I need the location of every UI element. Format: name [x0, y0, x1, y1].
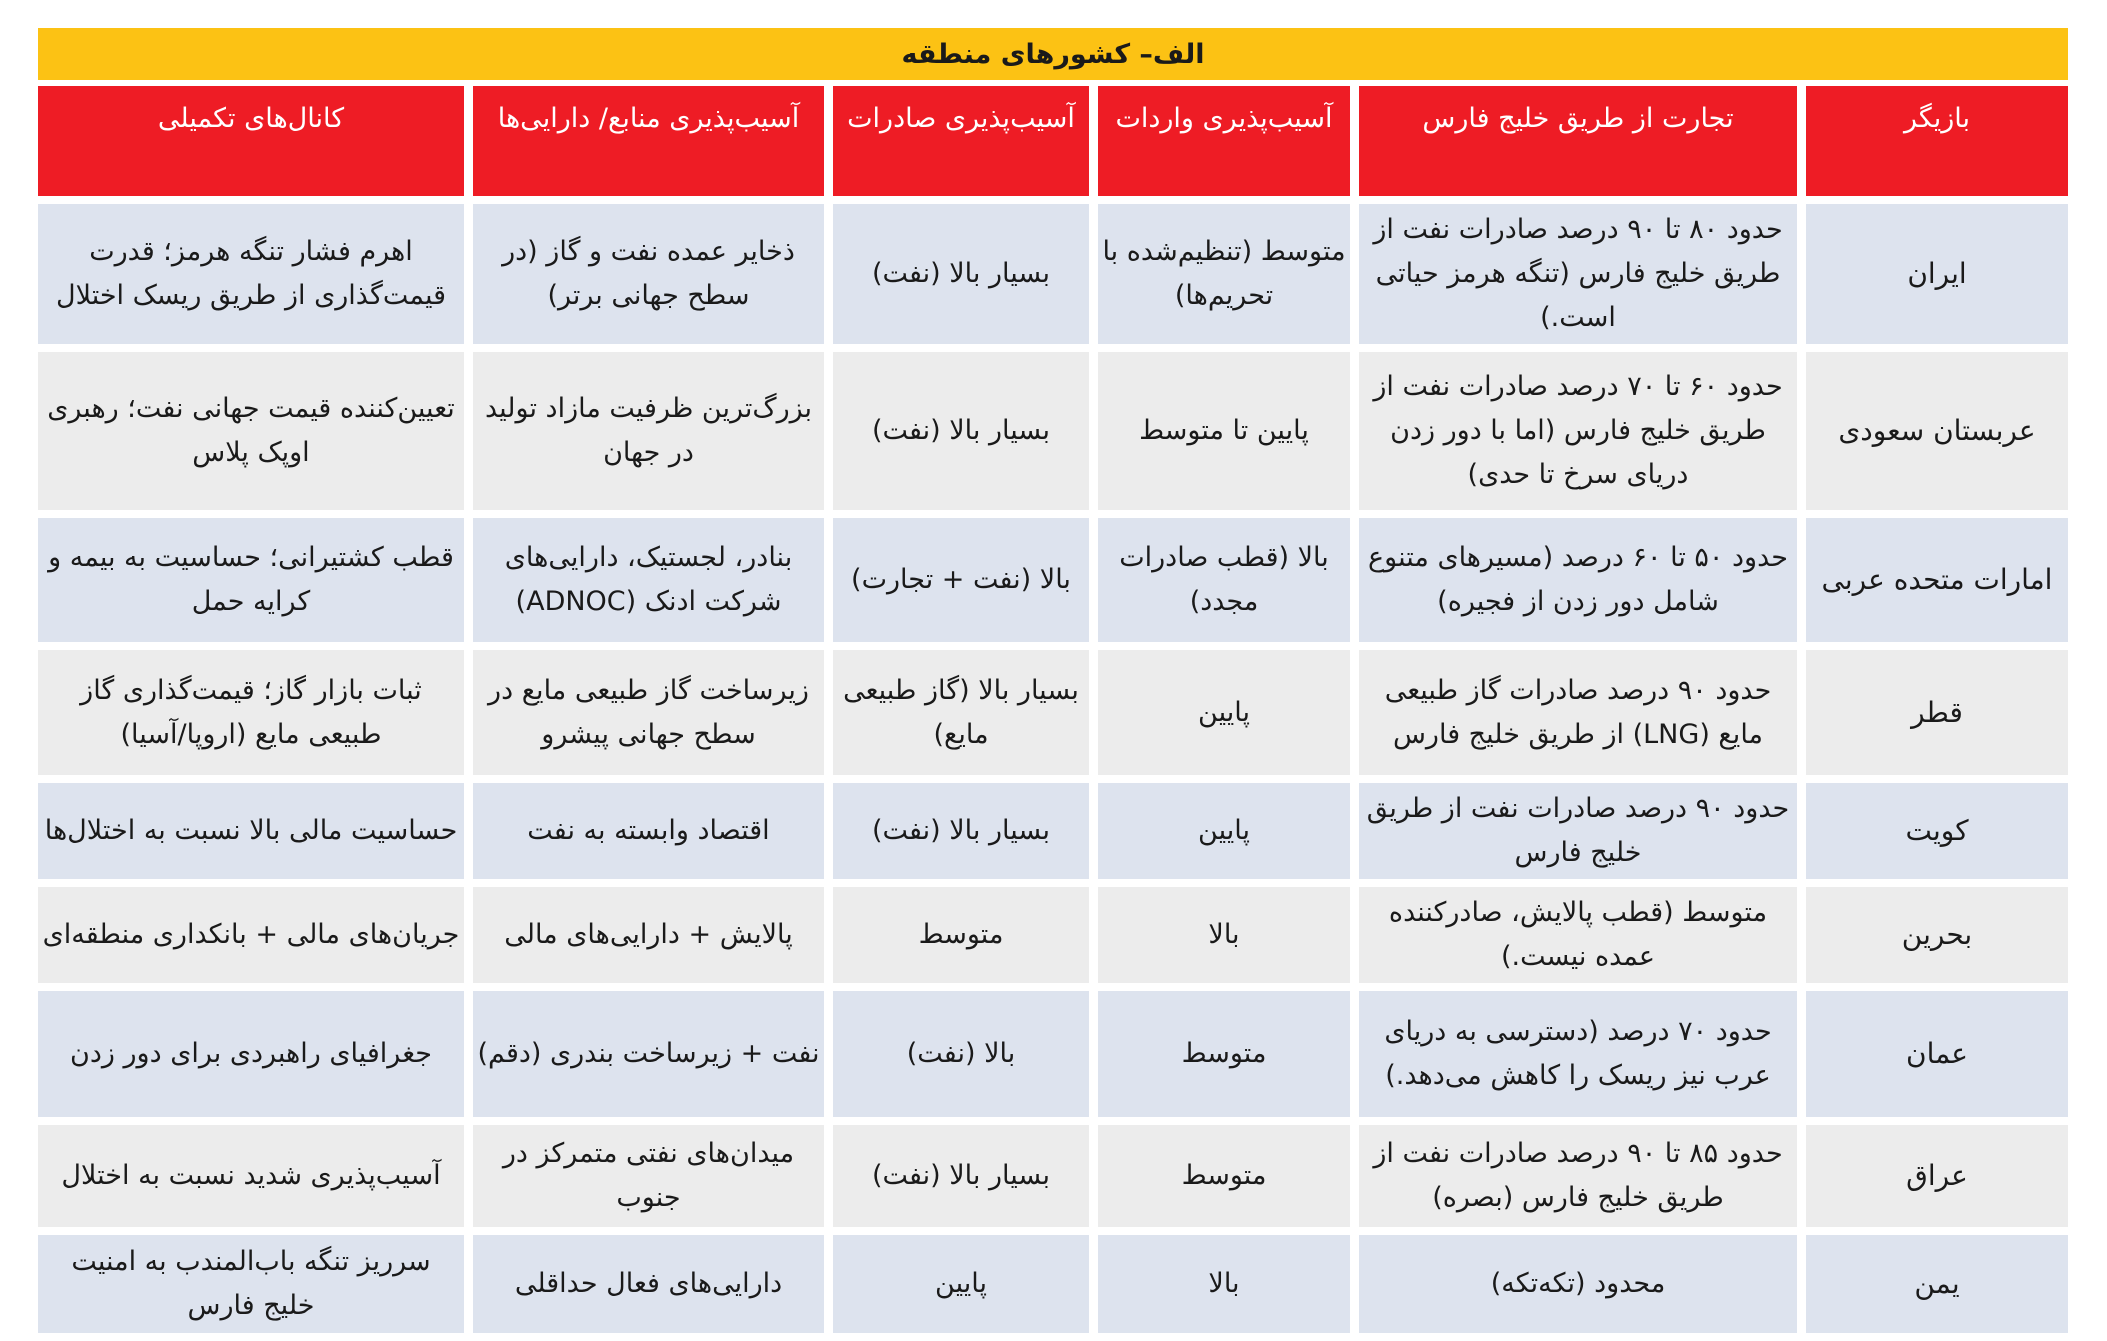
cell-channels: ثبات بازار گاز؛ قیمت‌گذاری گاز طبیعی مایع (اروپا/آسیا)	[38, 650, 464, 775]
cell-export: بسیار بالا (نفت)	[833, 783, 1089, 879]
table-row	[38, 1125, 2068, 1227]
cell-actor: ایران	[1806, 204, 2068, 344]
cell-actor: عربستان سعودی	[1806, 352, 2068, 510]
cell-actor: قطر	[1806, 650, 2068, 775]
cell-trade: محدود (تکه‌تکه)	[1359, 1235, 1797, 1333]
header-row	[38, 86, 2068, 196]
cell-import: بالا (قطب صادرات مجدد)	[1098, 518, 1350, 642]
table-row	[38, 204, 2068, 344]
cell-assets: میدان‌های نفتی متمرکز در جنوب	[473, 1125, 824, 1227]
cell-channels: سرریز تنگه باب‌المندب به امنیت خلیج فارس	[38, 1235, 464, 1333]
table-container	[38, 28, 2068, 1341]
table-section-title: الف– کشورهای منطقه	[38, 28, 2068, 80]
cell-import: متوسط	[1098, 991, 1350, 1117]
cell-import: بالا	[1098, 887, 1350, 983]
cell-actor: امارات متحده عربی	[1806, 518, 2068, 642]
cell-trade: حدود ۶۰ تا ۷۰ درصد صادرات نفت از طریق خلیج فارس (اما با دور زدن دریای سرخ تا حدی)	[1359, 352, 1797, 510]
cell-import: پایین	[1098, 650, 1350, 775]
cell-channels: تعیین‌کننده قیمت جهانی نفت؛ رهبری اوپک پلاس	[38, 352, 464, 510]
cell-channels: اهرم فشار تنگه هرمز؛ قدرت قیمت‌گذاری از طریق ریسک اختلال	[38, 204, 464, 344]
cell-actor: کویت	[1806, 783, 2068, 879]
cell-actor: یمن	[1806, 1235, 2068, 1333]
cell-channels: قطب کشتیرانی؛ حساسیت به بیمه و کرایه حمل	[38, 518, 464, 642]
cell-assets: ذخایر عمده نفت و گاز (در سطح جهانی برتر)	[473, 204, 824, 344]
header-asset-vulnerability: آسیب‌پذیری منابع/ دارایی‌ها	[473, 86, 824, 196]
table-row	[38, 650, 2068, 775]
table-row	[38, 783, 2068, 879]
cell-actor: بحرین	[1806, 887, 2068, 983]
cell-assets: بزرگ‌ترین ظرفیت مازاد تولید در جهان	[473, 352, 824, 510]
cell-assets: دارایی‌های فعال حداقلی	[473, 1235, 824, 1333]
cell-channels: جغرافیای راهبردی برای دور زدن	[38, 991, 464, 1117]
cell-import: پایین	[1098, 783, 1350, 879]
header-actor: بازیگر	[1806, 86, 2068, 196]
cell-trade: حدود ۷۰ درصد (دسترسی به دریای عرب نیز ریسک را کاهش می‌دهد.)	[1359, 991, 1797, 1117]
header-export-vulnerability: آسیب‌پذیری صادرات	[833, 86, 1089, 196]
cell-actor: عراق	[1806, 1125, 2068, 1227]
cell-trade: متوسط (قطب پالایش، صادرکننده عمده نیست.)	[1359, 887, 1797, 983]
cell-assets: زیرساخت گاز طبیعی مایع در سطح جهانی پیشرو	[473, 650, 824, 775]
cell-assets: نفت + زیرساخت بندری (دقم)	[473, 991, 824, 1117]
cell-trade: حدود ۸۰ تا ۹۰ درصد صادرات نفت از طریق خلیج فارس (تنگه هرمز حیاتی است.)	[1359, 204, 1797, 344]
cell-export: بسیار بالا (نفت)	[833, 1125, 1089, 1227]
table-row	[38, 1235, 2068, 1333]
cell-import: بالا	[1098, 1235, 1350, 1333]
cell-channels: آسیب‌پذیری شدید نسبت به اختلال	[38, 1125, 464, 1227]
cell-export: بسیار بالا (گاز طبیعی مایع)	[833, 650, 1089, 775]
cell-assets: پالایش + دارایی‌های مالی	[473, 887, 824, 983]
cell-export: متوسط	[833, 887, 1089, 983]
cell-channels: حساسیت مالی بالا نسبت به اختلال‌ها	[38, 783, 464, 879]
cell-assets: اقتصاد وابسته به نفت	[473, 783, 824, 879]
cell-export: پایین	[833, 1235, 1089, 1333]
header-import-vulnerability: آسیب‌پذیری واردات	[1098, 86, 1350, 196]
table-row	[38, 518, 2068, 642]
table-row	[38, 352, 2068, 510]
cell-assets: بنادر، لجستیک، دارایی‌های شرکت ادنک (ADNOC)	[473, 518, 824, 642]
cell-actor: عمان	[1806, 991, 2068, 1117]
table-row	[38, 991, 2068, 1117]
countries-table	[29, 78, 2077, 1341]
cell-import: متوسط (تنظیم‌شده با تحریم‌ها)	[1098, 204, 1350, 344]
cell-trade: حدود ۵۰ تا ۶۰ درصد (مسیرهای متنوع شامل دور زدن از فجیره)	[1359, 518, 1797, 642]
cell-export: بسیار بالا (نفت)	[833, 352, 1089, 510]
cell-export: بالا (نفت + تجارت)	[833, 518, 1089, 642]
cell-trade: حدود ۸۵ تا ۹۰ درصد صادرات نفت از طریق خلیج فارس (بصره)	[1359, 1125, 1797, 1227]
table-row	[38, 887, 2068, 983]
cell-trade: حدود ۹۰ درصد صادرات نفت از طریق خلیج فارس	[1359, 783, 1797, 879]
cell-channels: جریان‌های مالی + بانکداری منطقه‌ای	[38, 887, 464, 983]
cell-import: پایین تا متوسط	[1098, 352, 1350, 510]
header-trade: تجارت از طریق خلیج فارس	[1359, 86, 1797, 196]
cell-export: بالا (نفت)	[833, 991, 1089, 1117]
cell-trade: حدود ۹۰ درصد صادرات گاز طبیعی مایع (LNG) از طریق خلیج فارس	[1359, 650, 1797, 775]
cell-import: متوسط	[1098, 1125, 1350, 1227]
cell-export: بسیار بالا (نفت)	[833, 204, 1089, 344]
header-complementary-channels: کانال‌های تکمیلی	[38, 86, 464, 196]
